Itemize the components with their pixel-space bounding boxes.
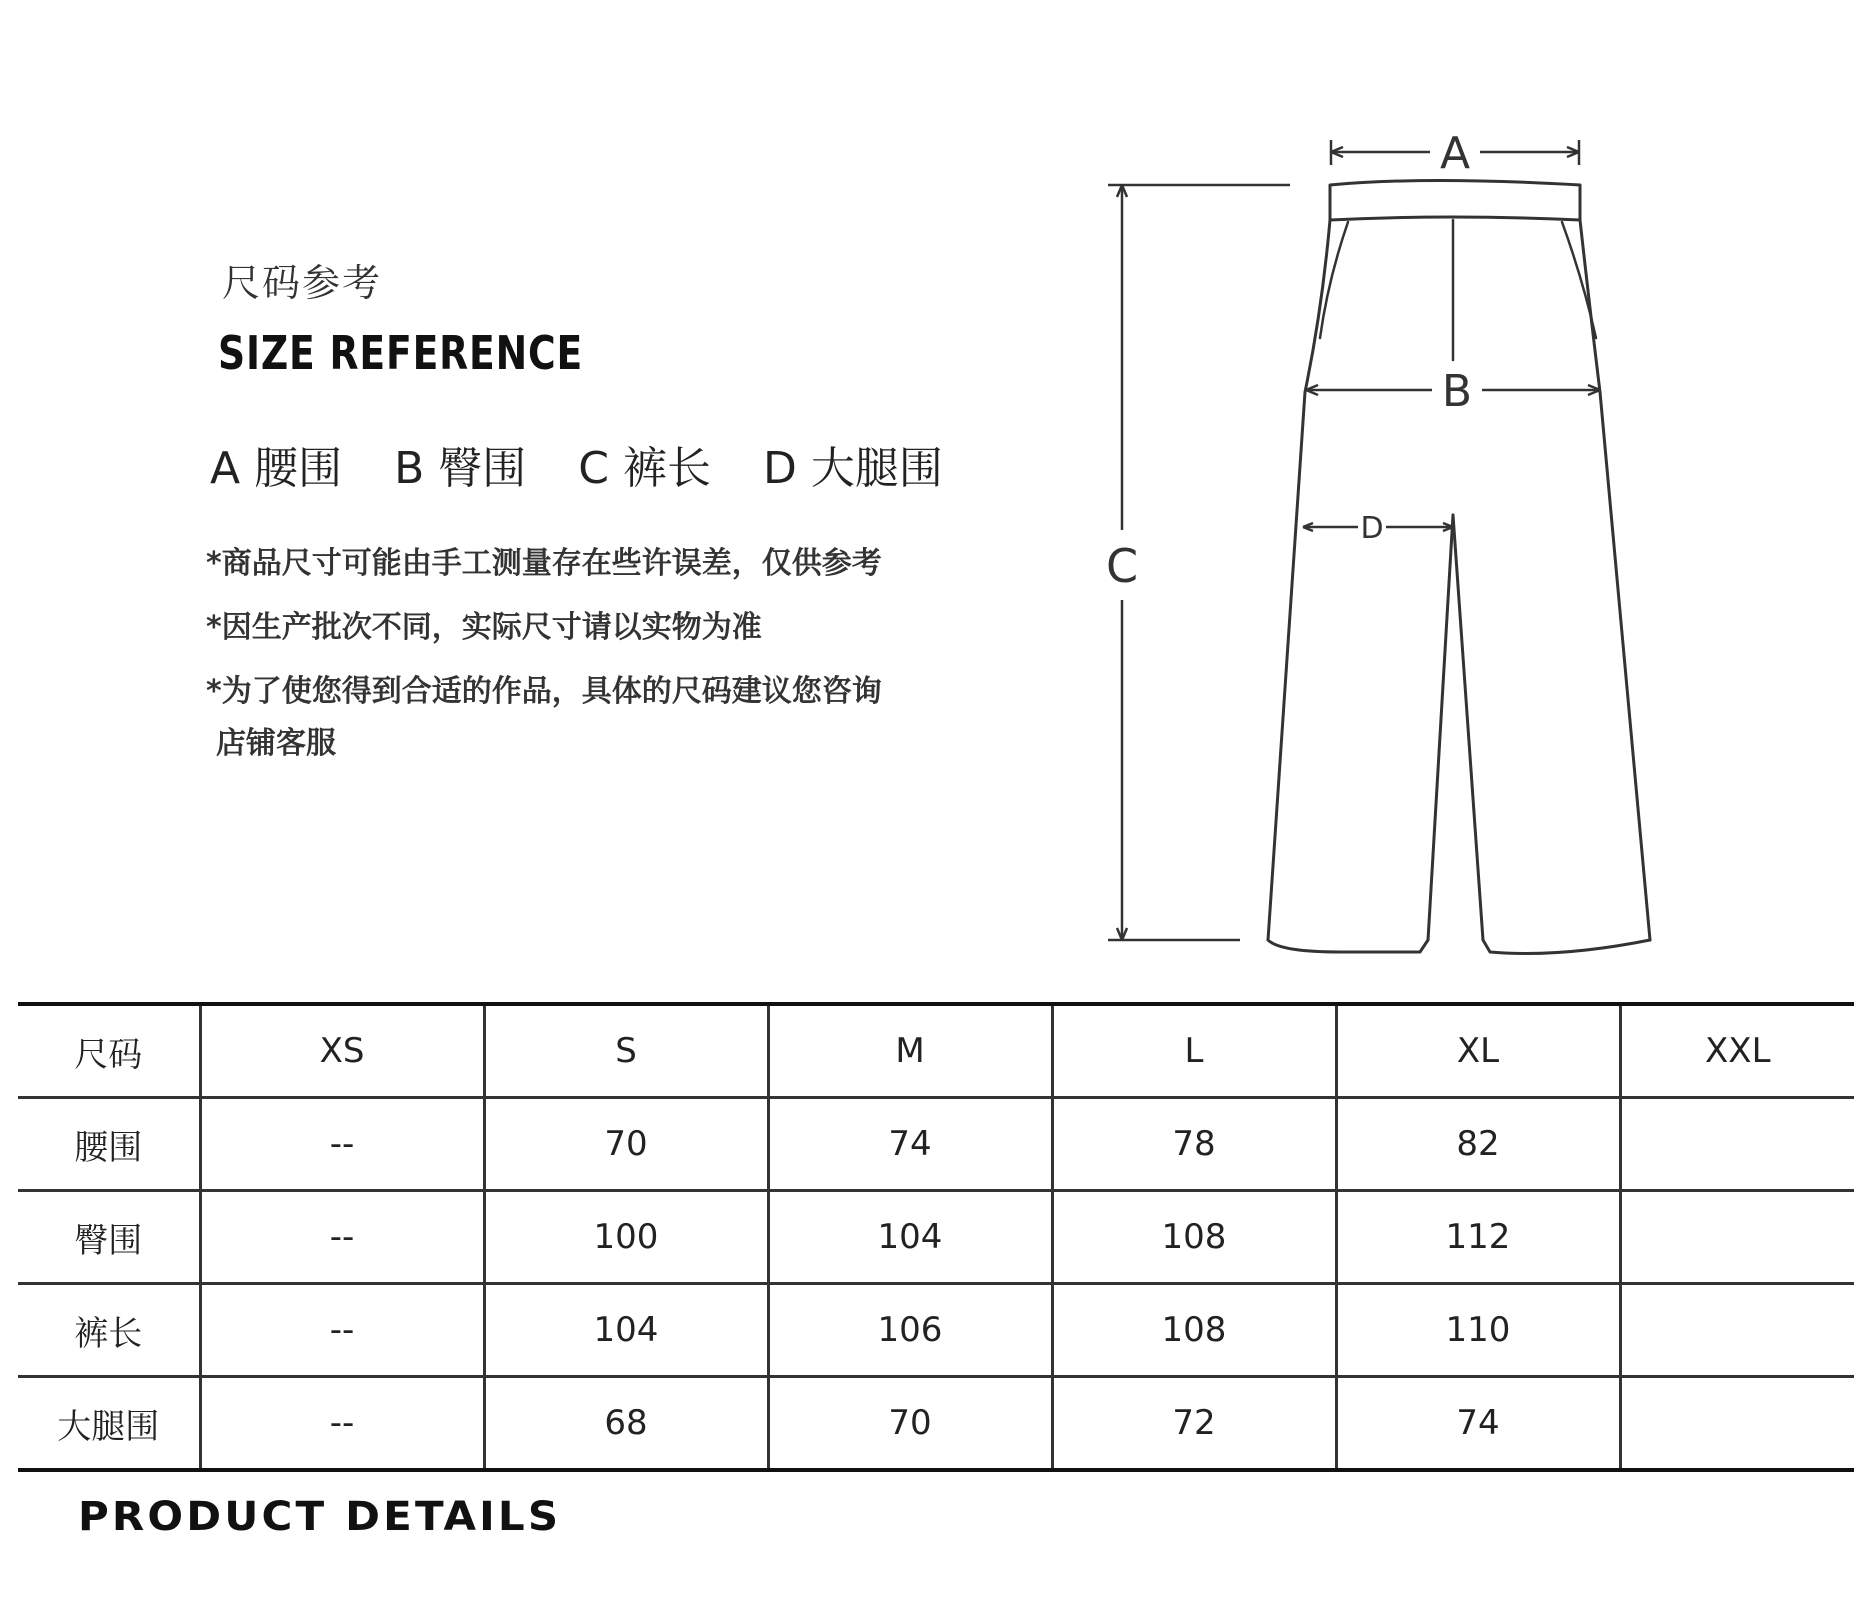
table-row — [18, 1284, 1854, 1377]
table-cell: 74 — [768, 1098, 1052, 1191]
label-a: A — [1439, 128, 1471, 179]
table-header: L — [1052, 1004, 1336, 1098]
table-cell: -- — [200, 1191, 484, 1284]
table-cell: 104 — [484, 1284, 768, 1377]
table-header: XS — [200, 1004, 484, 1098]
title-english: SIZE REFERENCE — [218, 326, 584, 380]
legend-item-d: D 大腿围 — [763, 443, 943, 494]
right-pocket — [1562, 222, 1596, 338]
table-header: 尺码 — [18, 1004, 200, 1098]
size-table — [18, 1002, 1854, 1472]
table-cell: -- — [200, 1098, 484, 1191]
table-cell: 大腿围 — [18, 1377, 200, 1471]
table-cell: 臀围 — [18, 1191, 200, 1284]
table-cell: 72 — [1052, 1377, 1336, 1471]
product-details-heading: PRODUCT DETAILS — [78, 1494, 562, 1540]
table-cell: 74 — [1336, 1377, 1620, 1471]
right-inseam — [1453, 515, 1483, 940]
table-row — [18, 1377, 1854, 1471]
table-cell: 108 — [1052, 1191, 1336, 1284]
table-cell: 112 — [1336, 1191, 1620, 1284]
table-cell — [1620, 1377, 1854, 1471]
legend-item-b: B 臀围 — [394, 443, 527, 494]
pants-diagram — [1090, 110, 1690, 960]
table-cell: 106 — [768, 1284, 1052, 1377]
label-c: C — [1105, 539, 1139, 593]
label-b: B — [1441, 366, 1473, 417]
table-header: S — [484, 1004, 768, 1098]
note-measurement-error: *商品尺寸可能由手工测量存在些许误差，仅供参考 — [206, 546, 882, 581]
table-cell: 110 — [1336, 1284, 1620, 1377]
table-cell: 裤长 — [18, 1284, 200, 1377]
note-consult-service: *为了使您得到合适的作品，具体的尺码建议您咨询 — [206, 674, 882, 709]
table-row — [18, 1098, 1854, 1191]
label-d: D — [1360, 511, 1384, 546]
left-hem — [1268, 940, 1428, 952]
table-cell: 100 — [484, 1191, 768, 1284]
title-chinese: 尺码参考 — [222, 261, 383, 305]
left-inseam — [1428, 515, 1453, 940]
note-consult-service-cont: 店铺客服 — [216, 726, 336, 761]
table-cell — [1620, 1191, 1854, 1284]
right-hem — [1483, 940, 1650, 954]
legend-item-a: A 腰围 — [210, 443, 343, 494]
pants-right-outline — [1580, 220, 1650, 940]
table-cell: 78 — [1052, 1098, 1336, 1191]
measurement-legend — [210, 432, 943, 496]
table-header: XL — [1336, 1004, 1620, 1098]
table-cell: 70 — [484, 1098, 768, 1191]
table-cell: 104 — [768, 1191, 1052, 1284]
table-cell: 70 — [768, 1377, 1052, 1471]
table-cell: 108 — [1052, 1284, 1336, 1377]
table-cell — [1620, 1098, 1854, 1191]
table-cell: -- — [200, 1284, 484, 1377]
legend-item-c: C 裤长 — [578, 443, 712, 494]
table-cell — [1620, 1284, 1854, 1377]
waistband — [1330, 181, 1580, 221]
table-header-row — [18, 1004, 1854, 1098]
table-cell: -- — [200, 1377, 484, 1471]
table-cell: 82 — [1336, 1098, 1620, 1191]
note-batch-difference: *因生产批次不同，实际尺寸请以实物为准 — [206, 610, 762, 645]
table-row — [18, 1191, 1854, 1284]
table-header: M — [768, 1004, 1052, 1098]
table-header: XXL — [1620, 1004, 1854, 1098]
table-cell: 68 — [484, 1377, 768, 1471]
table-cell: 腰围 — [18, 1098, 200, 1191]
